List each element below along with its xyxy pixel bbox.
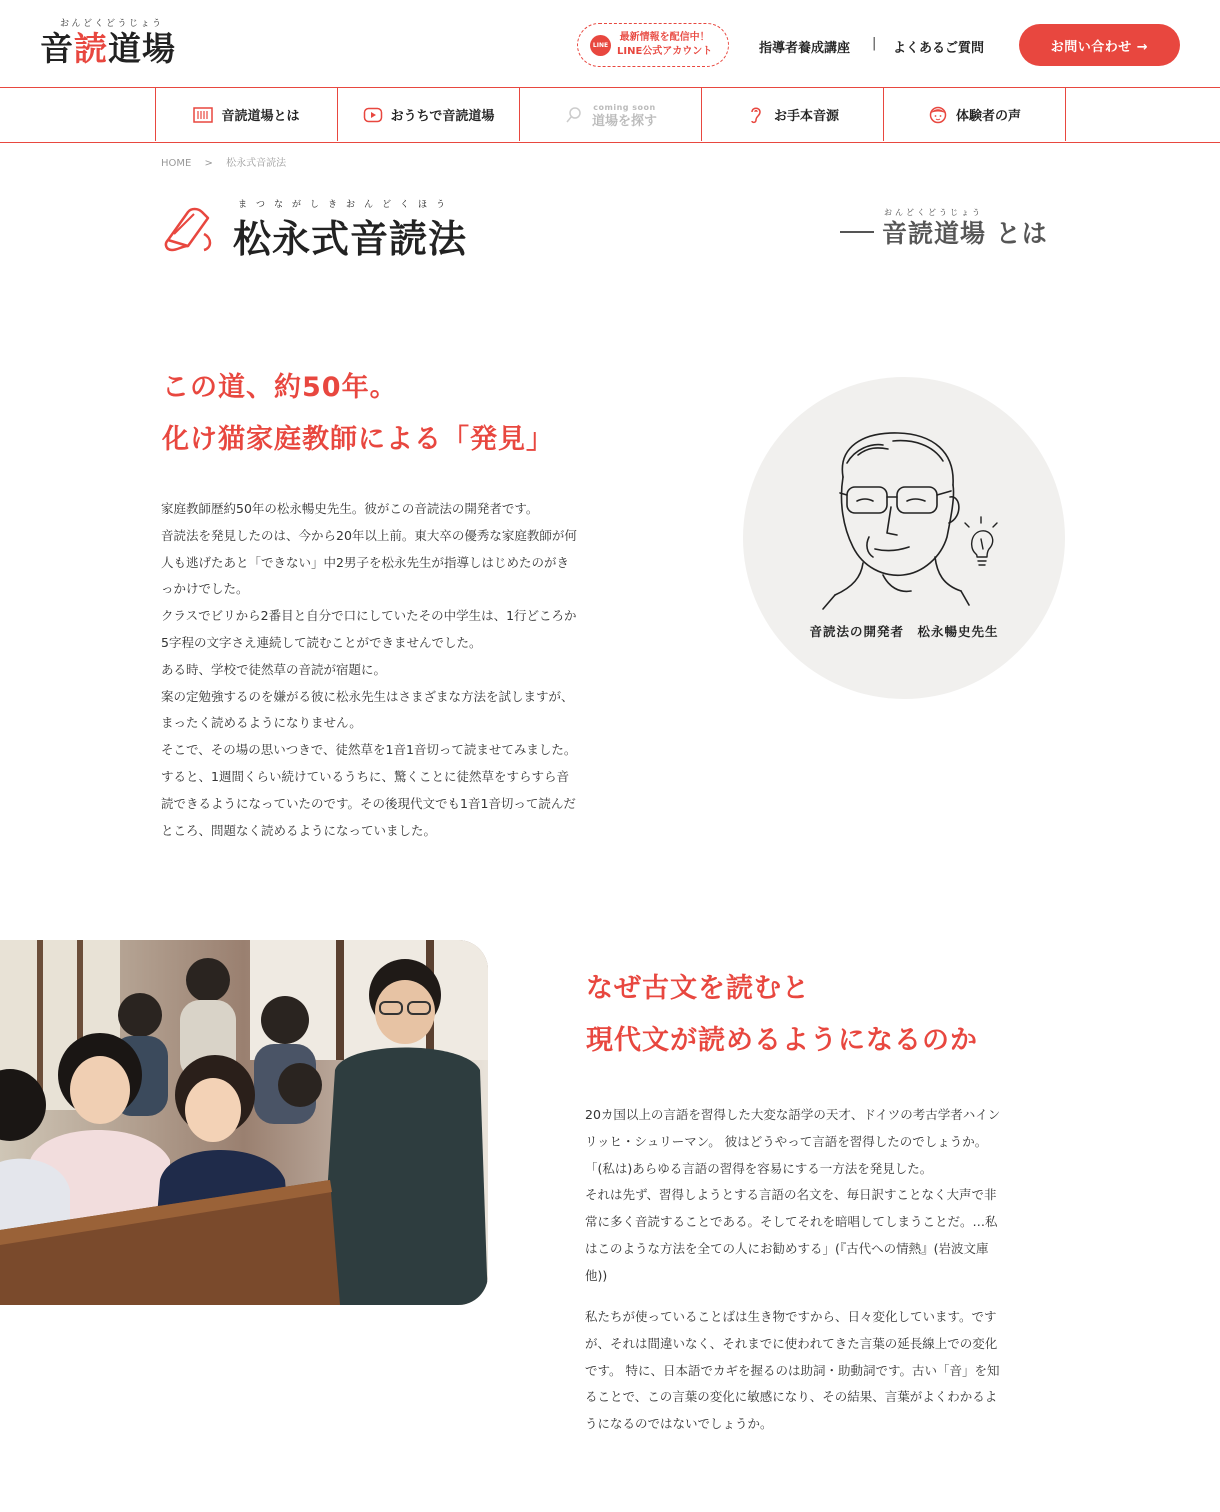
nav-item-find-dojo-label: 道場を探す [591,113,657,129]
logo-text-post: 道場 [108,29,176,68]
breadcrumb-current: 松永式音読法 [226,158,287,169]
section1-heading-line1: この道、約50年。 [162,372,398,403]
page-subtitle: 音読道場 とは [882,219,1048,248]
section1-paragraph: クラスでビリから2番目と自分で口にしていたその中学生は、1行どころか [161,608,577,624]
section2-heading-line2: 現代文が読めるようになるのか [586,1025,978,1056]
nav-item-testimonials-label: 体験者の声 [955,109,1021,124]
play-icon [363,106,383,124]
section1-body [161,496,641,844]
section1-paragraph: 人も逃げたあと「できない」中2男子を松永先生が指導しはじめたのがき [161,554,569,570]
line-badge-line1: 最新情報を配信中！ [619,32,710,43]
section2-paragraph: それは先ず、習得しようとする言語の名文を、毎日訳すことなく大声で非 [585,1187,997,1203]
breadcrumb-home[interactable]: HOME [161,158,192,169]
global-nav-inner [155,88,1066,141]
section2-paragraph: うになるのではないでしょうか。 [585,1416,773,1432]
nav-item-sample-audio[interactable] [702,88,884,141]
children-photo-illustration [0,940,488,1305]
portrait-caption: 音読法の開発者 松永暢史先生 [809,624,999,639]
section1-paragraph: まったく読めるようになりません。 [161,715,362,731]
section2-paragraph: が、それは間違いなく、それまでに使われてきた言葉の延長線上での変化 [585,1335,998,1351]
section1-paragraph: 読できるようになっていたのです。その後現代文でも1音1音切って読んだ [161,795,576,811]
faq-link[interactable]: よくあるご質問 [893,41,985,56]
coming-soon-label: coming soon [593,102,656,112]
section1-paragraph: 案の定勉強するのを嫌がる彼に松永先生はさまざまな方法を試しますが、 [161,688,574,704]
section1-paragraph: 5字程の文字さえ連続して読むことができませんでした。 [161,634,482,650]
logo-ruby: おんどくどうじょう [60,19,164,29]
breadcrumb-separator: > [204,158,213,169]
section1-paragraph: すると、1週間くらい続けているうちに、驚くことに徒然草をすらすら音 [161,768,569,784]
nav-item-find-dojo [520,88,702,141]
book-icon [193,106,213,124]
section2-paragraph: ることで、この言葉の変化に敏感になり、その結果、言葉がよくわかるよ [585,1389,998,1405]
site-header [0,0,1220,88]
section1-heading-line2: 化け猫家庭教師による「発見」 [162,424,554,455]
nav-item-find-dojo-text [592,101,657,129]
subtitle-dash [840,231,874,233]
subtitle-ruby: おんどくどうじょう [884,208,983,217]
nav-item-about-label: 音読道場とは [221,109,300,124]
section2-paragraph: リッヒ・シュリーマン。 彼はどうやって言語を習得したのでしょうか。 [585,1133,988,1149]
section2-paragraph: 常に多く音読することである。そしてそれを暗唱してしまうことだ。…私 [585,1214,998,1230]
page-title-ruby: まつながしきおんどくほう [238,200,455,210]
developer-portrait-illustration [743,377,1065,699]
section1-paragraph: ある時、学校で徒然草の音読が宿題に。 [161,661,387,677]
nav-item-sample-audio-label: お手本音源 [773,109,839,124]
section2-paragraph: 「(私は)あらゆる言語の習得を容易にする一方法を発見した。 [585,1160,933,1176]
section2-heading-line1: なぜ古文を読むと [586,973,810,1004]
section1-paragraph: っかけでした。 [161,581,249,597]
section2-paragraph: 他)) [585,1267,608,1283]
site-logo[interactable] [40,18,176,68]
children-reading-photo [0,940,488,1305]
header-separator: | [872,36,877,51]
logo-text [40,30,176,68]
line-badge-line2: LINE公式アカウント [617,46,713,57]
contact-button[interactable]: お問い合わせ → [1019,24,1180,66]
search-icon [564,106,584,124]
section2-body-quote [585,1102,1065,1290]
section2-paragraph: です。 特に、日本語でカギを握るのは助詞・助動詞です。古い「音」を知 [585,1362,1000,1378]
nav-item-home-dojo[interactable] [338,88,520,141]
developer-portrait-circle [743,377,1065,699]
line-account-badge[interactable] [577,23,729,67]
section1-heading [162,362,554,466]
breadcrumb [161,154,296,169]
ear-icon [746,106,766,124]
nav-item-testimonials[interactable] [884,88,1066,141]
scroll-book-icon [160,204,216,260]
light-bulb-icon [965,517,997,565]
section2-body-explanation [585,1304,1065,1438]
face-icon [928,106,948,124]
section2-heading [586,963,978,1067]
line-badge-text [617,31,712,59]
section1-paragraph: ところ、問題なく読めるようになっていました。 [161,822,437,838]
logo-text-pre: 音 [40,29,74,68]
page-title: 松永式音読法 [233,217,468,261]
instructor-course-link[interactable]: 指導者養成講座 [759,41,851,56]
section2-paragraph: はこのような方法を全ての人にお勧めする」(『古代への情熱』(岩波文庫 [585,1240,989,1256]
section1-paragraph: そこで、その場の思いつきで、徒然草を1音1音切って読ませてみました。 [161,742,577,758]
section2-paragraph: 20カ国以上の言語を習得した大変な語学の天才、ドイツの考古学者ハイン [585,1107,1001,1122]
section1-paragraph: 音読法を発見したのは、今から20年以上前。東大卒の優秀な家庭教師が何 [161,527,577,543]
section1-paragraph: 家庭教師歴約50年の松永暢史先生。彼がこの音読法の開発者です。 [161,501,539,516]
nav-item-home-dojo-label: おうちで音読道場 [390,109,495,124]
section2-paragraph: 私たちが使っていることばは生き物ですから、日々変化しています。です [585,1309,997,1324]
global-nav [0,87,1220,143]
line-icon: LINE [590,35,611,56]
nav-item-about[interactable] [156,88,338,141]
logo-text-accent: 読 [74,29,108,68]
